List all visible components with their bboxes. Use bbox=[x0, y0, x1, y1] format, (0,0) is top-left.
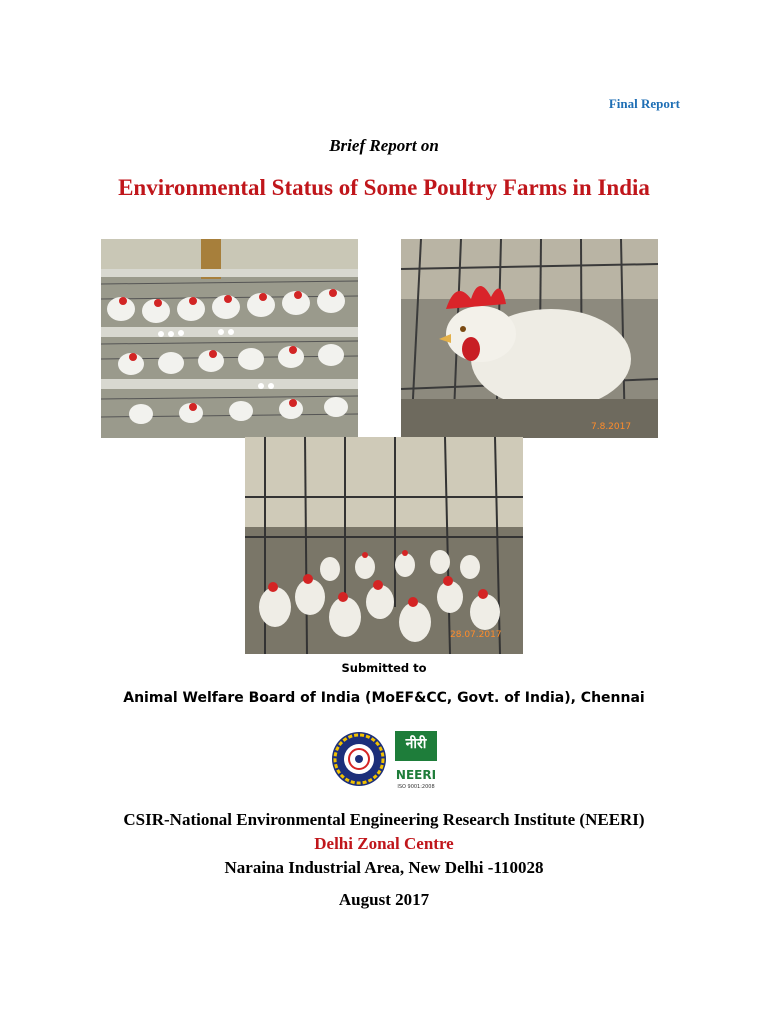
photo-poultry-shed bbox=[245, 437, 523, 654]
photo-caged-hens bbox=[101, 239, 358, 438]
report-date: August 2017 bbox=[338, 890, 430, 909]
recipient-name: Animal Welfare Board of India (MoEF&CC, Govt. of India), Chennai bbox=[123, 690, 645, 706]
neeri-iso-text: ISO 9001:2008 bbox=[397, 784, 435, 790]
report-subtitle: Brief Report on bbox=[329, 136, 439, 155]
photo-date-stamp-2: 7.8.2017 bbox=[591, 422, 632, 432]
photo-hen-closeup bbox=[401, 239, 658, 438]
neeri-hindi-text: नीरी bbox=[405, 736, 427, 752]
neeri-name-text: NEERI bbox=[395, 768, 437, 782]
institute-address: Naraina Industrial Area, New Delhi -110028 bbox=[224, 858, 544, 877]
final-report-tag: Final Report bbox=[608, 96, 680, 111]
neeri-logo bbox=[395, 731, 437, 795]
zonal-centre: Delhi Zonal Centre bbox=[314, 834, 454, 853]
photo-date-stamp-3: 28.07.2017 bbox=[450, 630, 502, 640]
submitted-to-label: Submitted to bbox=[341, 661, 427, 675]
institute-name: CSIR-National Environmental Engineering Research Institute (NEERI) bbox=[123, 810, 645, 829]
csir-logo bbox=[331, 731, 387, 787]
report-title: Environmental Status of Some Poultry Farms in India bbox=[118, 175, 650, 200]
